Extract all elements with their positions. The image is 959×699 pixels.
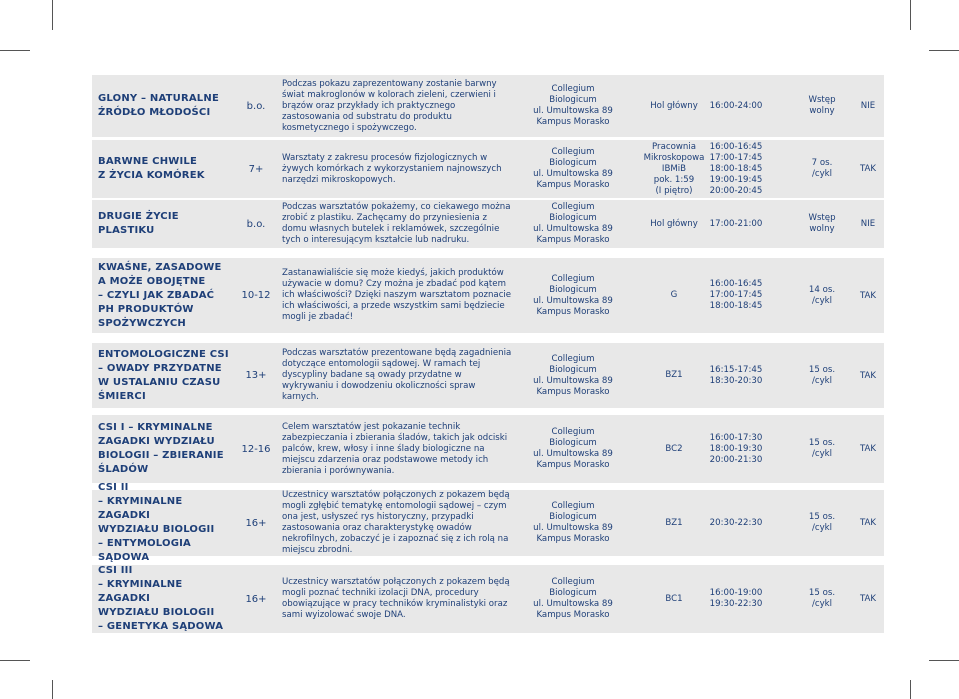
event-description: Zastanawialiście się może kiedyś, jakich produktów używacie w domu? Czy można je zbadać pod kątem ich właściwości? Dzięki naszym warsztatom poznacie ich właściwości, a przede wszystkim sami będziecie mogli je zbadać! — [282, 268, 512, 322]
event-title: CSI III – KRYMINALNE ZAGADKI WYDZIAŁU BIOLOGII – GENETYKA SĄDOWA — [98, 565, 224, 632]
age-group: 10-12 — [241, 290, 271, 301]
registration-required: NIE — [860, 219, 876, 229]
event-room: BC2 — [665, 443, 683, 454]
age-group: 16+ — [245, 593, 267, 605]
crop-mark — [910, 0, 911, 30]
event-title: DRUGIE ŻYCIE PLASTIKU — [98, 211, 179, 236]
age-group: b.o. — [246, 100, 266, 112]
event-location: Collegium Biologicum ul. Umultowska 89 Kampus Morasko — [533, 273, 613, 317]
crop-mark — [52, 0, 53, 30]
event-location: Collegium Biologicum ul. Umultowska 89 Kampus Morasko — [533, 353, 613, 397]
event-description: Podczas pokazu zaprezentowany zostanie barwny świat makroglonów w kolorach zieleni, czerwieni i brązów oraz przykłady ich praktycznego zastosowania od substratu do produktu kosmetycznego i spożywczego. — [282, 78, 497, 133]
event-title: GLONY – NATURALNE ŹRÓDŁO MŁODOŚCI — [98, 93, 219, 118]
age-group: 12-16 — [241, 443, 271, 455]
event-time: 17:00-21:00 — [709, 218, 763, 229]
registration-required: TAK — [859, 370, 877, 381]
event-room: BZ1 — [665, 370, 683, 380]
crop-mark — [929, 50, 959, 51]
event-location: Collegium Biologicum ul. Umultowska 89 Kampus Morasko — [533, 427, 613, 470]
registration-required: TAK — [859, 518, 877, 528]
crop-mark — [52, 680, 53, 699]
crop-mark — [0, 660, 30, 661]
event-title: KWAŚNE, ZASADOWE A MOŻE OBOJĘTNE – CZYLI JAK ZBADAĆ PH PRODUKTÓW SPOŻYWCZYCH — [98, 261, 222, 329]
participant-limit: 15 os. /cykl — [808, 438, 836, 459]
age-group: b.o. — [246, 218, 266, 230]
event-location: Collegium Biologicum ul. Umultowska 89 Kampus Morasko — [533, 501, 613, 544]
crop-mark — [0, 50, 30, 51]
event-description: Uczestnicy warsztatów połączonych z pokazem będą mogli poznać techniki izolacji DNA, procedury obowiązujące w pracy techników kryminalistyki oraz sami wyizolować swoje DNA. — [282, 577, 510, 620]
registration-required: TAK — [859, 164, 877, 174]
participant-limit: 14 os. /cykl — [808, 284, 836, 306]
event-room: G — [670, 290, 678, 300]
participant-limit: Wstęp wolny — [808, 95, 836, 116]
crop-mark — [910, 680, 911, 699]
event-title: CSI II – KRYMINALNE ZAGADKI WYDZIAŁU BIOLOGII – ENTYMOLOGIA SĄDOWA — [98, 482, 215, 563]
registration-required: TAK — [859, 594, 877, 604]
event-room: Hol główny — [650, 100, 698, 111]
event-room: BZ1 — [665, 517, 683, 528]
event-room: BC1 — [665, 593, 683, 604]
table-row — [92, 258, 884, 333]
event-title: BARWNE CHWILE Z ŻYCIA KOMÓREK — [98, 156, 205, 181]
age-group: 7+ — [248, 163, 264, 175]
event-location: Collegium Biologicum ul. Umultowska 89 Kampus Morasko — [533, 202, 613, 245]
event-location: Collegium Biologicum ul. Umultowska 89 Kampus Morasko — [533, 577, 613, 620]
participant-limit: 15 os. /cykl — [808, 588, 836, 609]
event-time: 16:00-24:00 — [709, 100, 763, 111]
table-row — [92, 343, 884, 408]
event-room: Hol główny — [650, 218, 698, 229]
event-title: ENTOMOLOGICZNE CSI – OWADY PRZYDATNE W USTALANIU CZASU ŚMIERCI — [98, 348, 229, 402]
event-description: Warsztaty z zakresu procesów fizjologicznych w żywych komórkach z wykorzystaniem najnowszych narzędzi mikroskopowych. — [282, 152, 502, 185]
participant-limit: 15 os. /cykl — [808, 512, 836, 533]
event-time: 16:00-19:00 19:30-22:30 — [709, 588, 763, 609]
event-description: Celem warsztatów jest pokazanie technik zabezpieczania i zbierania śladów, takich jak odciski palców, krew, włosy i inne ślady biologiczne na miejscu zdarzenia oraz podstawowe metody ich zbierania i porównywania. — [282, 421, 508, 476]
event-location: Collegium Biologicum ul. Umultowska 89 Kampus Morasko — [533, 147, 613, 190]
table-row — [92, 415, 884, 483]
registration-required: NIE — [860, 101, 876, 111]
event-description: Uczestnicy warsztatów połączonych z pokazem będą mogli zgłębić tematykę entomologii sądowej – czym ona jest, usłyszeć rys historyczny, przypadki zastosowania oraz charakterystykę owadów nekrofilnych, zobaczyć je i zapoznać się z ich rolą na miejscu zbrodni. — [282, 490, 510, 555]
table-row — [92, 482, 884, 563]
registration-required: TAK — [859, 444, 877, 454]
event-time: 20:30-22:30 — [709, 517, 763, 528]
crop-mark — [929, 660, 959, 661]
event-time: 16:15-17:45 18:30-20:30 — [709, 364, 763, 386]
participant-limit: 15 os. /cykl — [808, 364, 836, 386]
event-location: Collegium Biologicum ul. Umultowska 89 Kampus Morasko — [533, 84, 613, 127]
table-row — [92, 75, 884, 137]
participant-limit: 7 os. /cykl — [811, 158, 833, 179]
participant-limit: Wstęp wolny — [808, 213, 836, 234]
event-description: Podczas warsztatów pokażemy, co ciekawego można zrobić z plastiku. Zachęcamy do przyniesienia z domu własnych butelek i reklamówek, szczególnie tych o interesującym kształcie lub nadruku. — [282, 202, 511, 245]
age-group: 13+ — [245, 370, 267, 381]
event-time: 16:00-16:45 17:00-17:45 18:00-18:45 19:00-19:45 20:00-20:45 — [709, 141, 763, 196]
table-row — [92, 200, 884, 248]
event-room: Pracownia Mikroskopowa IBMiB pok. 1:59 (I piętro) — [643, 141, 705, 196]
event-time: 16:00-16:45 17:00-17:45 18:00-18:45 — [709, 279, 763, 311]
table-row — [92, 140, 884, 198]
registration-required: TAK — [859, 290, 877, 301]
event-description: Podczas warsztatów prezentowane będą zagadnienia dotyczące entomologii sądowej. W ramach tej dyscypliny badane są owady przydatne w wykrywaniu i dowodzeniu okoliczności spraw karnych. — [282, 348, 512, 402]
event-title: CSI I – KRYMINALNE ZAGADKI WYDZIAŁU BIOLOGII – ZBIERANIE ŚLADÓW — [98, 422, 224, 475]
table-row — [92, 565, 884, 633]
age-group: 16+ — [245, 517, 267, 529]
event-time: 16:00-17:30 18:00-19:30 20:00-21:30 — [709, 432, 763, 465]
